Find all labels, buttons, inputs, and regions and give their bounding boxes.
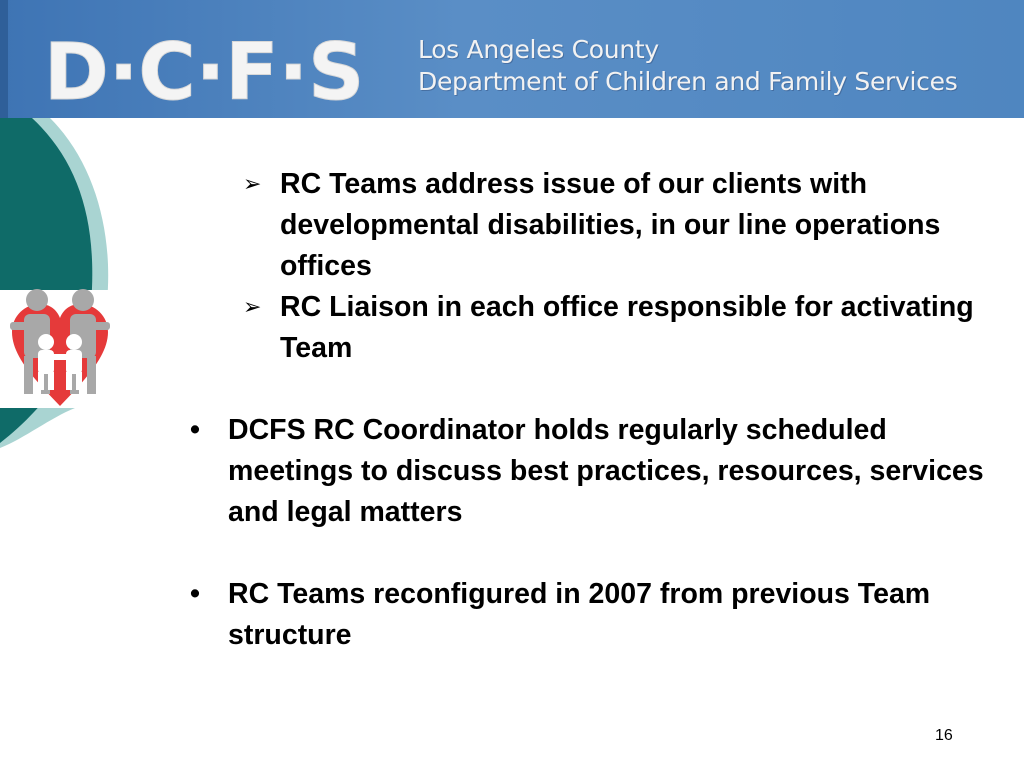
side-decoration bbox=[0, 118, 135, 558]
bullet-dot-icon: • bbox=[190, 578, 200, 610]
agency-line-2: Department of Children and Family Services bbox=[418, 67, 958, 96]
agency-line-1: Los Angeles County bbox=[418, 35, 659, 64]
bullet-item-text: DCFS RC Coordinator holds regularly scheduled meetings to discuss best practices, resources, services and legal matters bbox=[228, 414, 984, 528]
bullet-item-text: RC Teams reconfigured in 2007 from previous Team structure bbox=[228, 578, 931, 651]
header-banner bbox=[0, 0, 1024, 118]
arrow-item-text: RC Teams address issue of our clients with developmental disabilities, in our line operations offices bbox=[280, 168, 941, 282]
logo-text: D·C·F·S bbox=[44, 28, 365, 118]
page-number: 16 bbox=[935, 727, 953, 744]
agency-name bbox=[418, 34, 957, 98]
arrow-item-text: RC Liaison in each office responsible for activating Team bbox=[280, 291, 974, 364]
arrow-bullet-icon: ➢ bbox=[243, 295, 262, 320]
dcfs-logo bbox=[0, 0, 420, 118]
arrow-bullet-icon: ➢ bbox=[243, 172, 262, 197]
bullet-dot-icon: • bbox=[190, 414, 200, 446]
